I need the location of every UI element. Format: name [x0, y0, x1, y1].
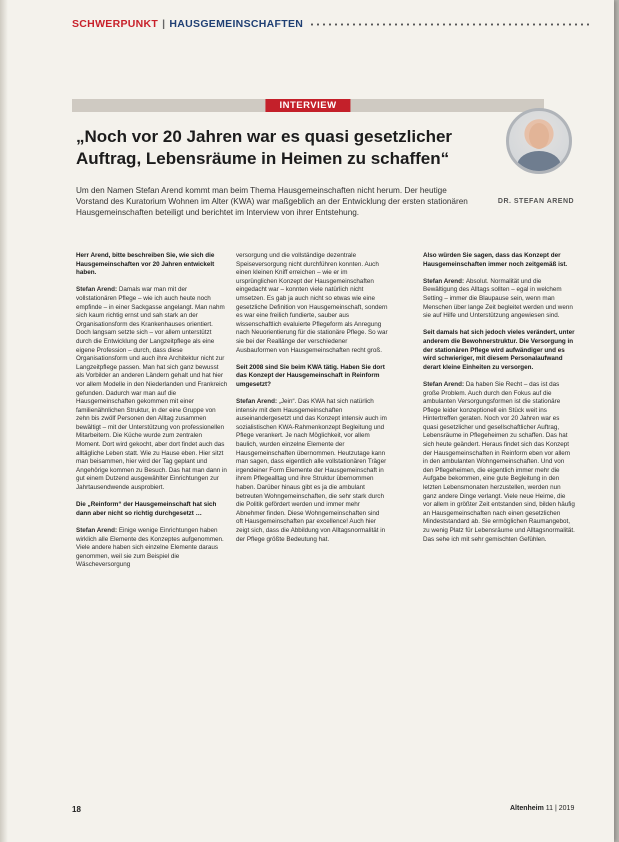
- interview-answer: [76, 286, 228, 492]
- speaker-name: Stefan Arend:: [423, 380, 466, 388]
- speaker-name: Stefan Arend:: [76, 286, 119, 294]
- section-separator: |: [162, 18, 166, 30]
- answer-text: Einige wenige Einrichtungen haben wirklich alle Elemente des Konzeptes aufgenommen. Viele andere haben sich einzelne Elemente daraus genommen, weil sie zum Beispiel die Wäscheversorgung: [76, 527, 224, 569]
- magazine-issue: 11 | 2019: [545, 805, 575, 812]
- topic-label: HAUSGEMEINSCHAFTEN: [169, 18, 304, 30]
- section-label: SCHWERPUNKT: [72, 18, 159, 30]
- interview-answer: [76, 527, 228, 570]
- page-spine-shadow: [0, 0, 8, 842]
- interview-answer: [423, 278, 575, 321]
- text-column-1: [76, 252, 228, 579]
- answer-text: Damals war man mit der vollstationären Pflege – wie ich auch heute noch empfinde – in einer Sackgasse angelangt. Man nahm sich kaum richtig ernst und sah stark an der Organisationsform des Krankenhauses orientiert. Doch langsam setzte sich – vor allem unterstützt durch die Entwicklung der Langzeitpflege als eine eigene Profession – durch, dass diese Organisationsform und auch ihre Architektur nicht zur Langzeitpflege passen. Man hat sich ganz bewusst als Vorbilder an anderen Ländern gehalt und hat hier vor allem Modelle in den Niederlanden und Frankreich gefunden. Dadurch war man auf die Hausgemeinschaften gekommen mit einer familienähnlichen Struktur, in der eine Gruppe von zehn bis zwölf Personen den Alltag zusammen bewältigt – mit der Unterstützung von professionellen Mitarbeitern. Die Küche wurde zum zentralen Moment. Dort wird gekocht, aber dort findet auch das alltägliche Leben statt. Wie zu Hause eben. Hier sitzt man beisammen, hier wird der Tag geplant und Angehörige kommen zu Besuch. Das hat man dann in gut einem Dutzend ausgewählter Einrichtungen zur Jahrtausendwende ausprobiert.: [76, 286, 228, 492]
- interview-banner: [72, 99, 544, 112]
- answer-text: Absolut. Normalität und die Bewältigung des Alltags sollten – egal in welchem Setting – immer die Blaupause sein, wenn man Menschen über lange Zeit begleitet werden und wenn sie auf Hilfe und Unterstützung angewiesen sind.: [423, 277, 573, 320]
- text-column-3: [423, 252, 575, 553]
- speaker-name: Stefan Arend:: [76, 527, 119, 534]
- magazine-name: Altenheim: [510, 805, 544, 812]
- photo-caption: DR. STEFAN AREND: [497, 198, 575, 205]
- running-head: [72, 18, 592, 30]
- interview-answer: [423, 381, 575, 544]
- speaker-name: Stefan Arend:: [423, 277, 466, 285]
- speaker-name: Stefan Arend:: [236, 398, 279, 406]
- text-column-2: [236, 252, 388, 553]
- answer-text: „Jein“. Das KWA hat sich natürlich intensiv mit dem Hausgemeinschaften auseinandergesetzt und das Konzept intensiv auch im sozialistischen KWA-Rahmenkonzept Begleitung und Pflege verankert. Je nach Möglichkeit, vor allem baulich, wurden einzelne Elemente der Hausgemeinschaften übernommen. Heutzutage kann man sagen, dass eigentlich alle vollstationären Träger irgendeiner Form Elemente der Hausgemeinschaft in ihrem Pflegealltag und ihre Struktur übernommen haben. Darüber hinaus gibt es ja die ambulant betreuten Wohngemeinschaften, die sehr stark durch die Politik gefördert werden und immer mehr Abnehmer finden. Diese Wohngemeinschaften sind oft Hausgemeinschaften par excellence! Auch hier zeigt sich, dass die Abbildung von Alltagsnormalität in der Pflege größte Bedeutung hat.: [236, 398, 387, 543]
- answer-text: Da haben Sie Recht – das ist das große Problem. Auch durch den Fokus auf die ambulanten Versorgungsformen ist die stationäre Pflege leider konzeptionell ein Stück weit ins Hintertreffen geraten. Noch vor 20 Jahren war es quasi gesetzlicher und gesellschaftlicher Auftrag, Lebensräume in Pflegeheimen zu schaffen. Das hat sich heute geändert. Heraus findet sich das Konzept der Hausgemeinschaften in Reinform eben vor allem in den ambulanten Wohngemeinschaften. Und von den Pflegeheimen, die eigentlich immer mehr die Aufgabe bekommen, eine gute Begleitung in den letzten Lebensmonaten herzustellen, werden nun ganz andere Dinge verlangt. Viele neue Heime, die vor allem in größter Zeit entstanden sind, bilden häufig an Hausgemeinschaften nach einen gesetzlichen Mindeststandard ab. Sie ermöglichen Raumangebot, zu wenig Platz für Lebensräume und Alltagsnormalität. Das sehe ich mit sehr gemischten Gefühlen.: [423, 380, 575, 543]
- interview-question: Seit 2008 sind Sie beim KWA tätig. Haben Sie dort das Konzept der Hausgemeinschaft in Reinform umgesetzt?: [236, 363, 385, 388]
- body-paragraph: versorgung und die vollständige dezentrale Speiseversorgung nicht durchführen konnten. Auch einen kleinen Kniff erreichen – wie er im ursprünglichen Konzept der Hausgemeinschaften eingedacht war – konnten viele natürlich nicht umsetzen. Es gab ja auch nicht so etwas wie eine gesetzliche Definition von Hausgemeinschaft, sondern es war eine freilich fundierte, sauber aus wissenschaftlich evaluierte Pflegeform als Anregung nach Neuorientierung für die stationäre Pflege. So war sie bei der Reallänge der verschiedener Ausbauformen von Hausgemeinschaften recht groß.: [236, 252, 388, 354]
- magazine-footer: [510, 805, 574, 812]
- portrait-photo: [506, 108, 572, 174]
- page-number: 18: [72, 805, 81, 814]
- portrait-shoulders: [517, 151, 561, 174]
- interview-answer: [236, 398, 388, 544]
- dotted-rule: [309, 23, 592, 26]
- portrait-head: [529, 123, 549, 149]
- interview-question: Seit damals hat sich jedoch vieles verändert, unter anderem die Bewohnerstruktur. Die Versorgung in der stationären Pflege wird aufwändiger und es wird schwieriger, mit diesem Personalaufwand derart kleine Einheiten zu versorgen.: [423, 329, 575, 371]
- interview-question: Herr Arend, bitte beschreiben Sie, wie sich die Hausgemeinschaften vor 20 Jahren entwickelt haben.: [76, 252, 215, 277]
- interview-question: Also würden Sie sagen, dass das Konzept der Hausgemeinschaften immer noch zeitgemäß ist.: [423, 252, 568, 268]
- interview-label: INTERVIEW: [265, 99, 350, 112]
- intro-paragraph: Um den Namen Stefan Arend kommt man beim Thema Hausgemeinschaften nicht herum. Der heutige Vorstand des Kuratorium Wohnen im Alter (KWA) war maßgeblich an der Entwicklung der ersten stationären Hausgemeinschaften beteiligt und berichtet im Interview von ihrer Entstehung.: [76, 186, 468, 217]
- interview-question: Die „Reinform“ der Hausgemeinschaft hat sich dann aber nicht so richtig durchgesetzt …: [76, 501, 217, 517]
- headline: „Noch vor 20 Jahren war es quasi gesetzlicher Auftrag, Lebensräume in Heimen zu schaffen“: [76, 127, 453, 168]
